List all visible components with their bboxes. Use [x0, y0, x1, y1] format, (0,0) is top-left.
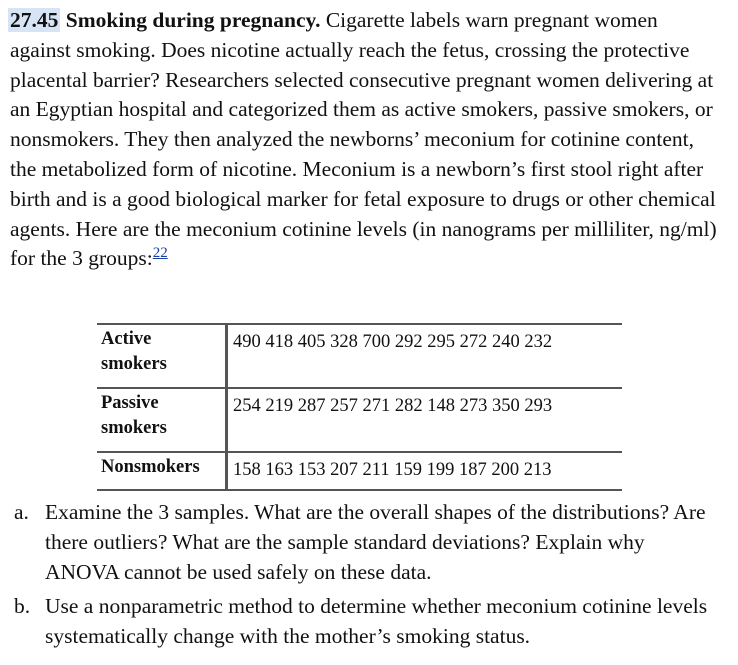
table-row: [97, 324, 622, 388]
row-label: Passive smokers: [97, 388, 227, 452]
question-text: Use a nonparametric method to determine whether meconium cotinine levels systematically change with the mother’s smoking status.: [45, 594, 708, 648]
question-item: [14, 497, 714, 587]
problem-body: Cigarette labels warn pregnant women against smoking. Does nicotine actually reach the fetus, crossing the protective placental barrier? Researchers selected consecutive pregnant women delivering at an Egyptian hospital and categorized them as active smokers, passive smokers, or nonsmokers. They then analyzed the newborns’ meconium for cotinine content, the metabolized form of nicotine. Meconium is a newborn’s first stool right after birth and is a good biological marker for fetal exposure to drugs or other chemical agents. Here are the meconium cotinine levels (in nanograms per milliliter, ng/ml) for the 3 groups:: [10, 8, 717, 271]
question-list: [14, 497, 714, 655]
footnote-link[interactable]: 22: [152, 245, 168, 262]
row-label: Active smokers: [97, 324, 227, 388]
problem-title: Smoking during pregnancy.: [65, 8, 321, 32]
table-row: [97, 388, 622, 452]
row-values: 254 219 287 257 271 282 148 273 350 293: [227, 388, 623, 452]
problem-number: 27.45: [10, 8, 59, 32]
question-text: Examine the 3 samples. What are the overall shapes of the distributions? Are there outliers? What are the sample standard deviations? Explain why ANOVA cannot be used safely on these data.: [45, 500, 706, 584]
question-letter: b.: [14, 594, 31, 618]
problem-paragraph: [10, 6, 722, 274]
table-row: [97, 452, 622, 490]
row-label: Nonsmokers: [97, 452, 227, 490]
row-values: 158 163 153 207 211 159 199 187 200 213: [227, 452, 623, 490]
question-item: [14, 591, 714, 651]
question-letter: a.: [14, 500, 29, 524]
row-values: 490 418 405 328 700 292 295 272 240 232: [227, 324, 623, 388]
cotinine-table: [97, 323, 622, 491]
